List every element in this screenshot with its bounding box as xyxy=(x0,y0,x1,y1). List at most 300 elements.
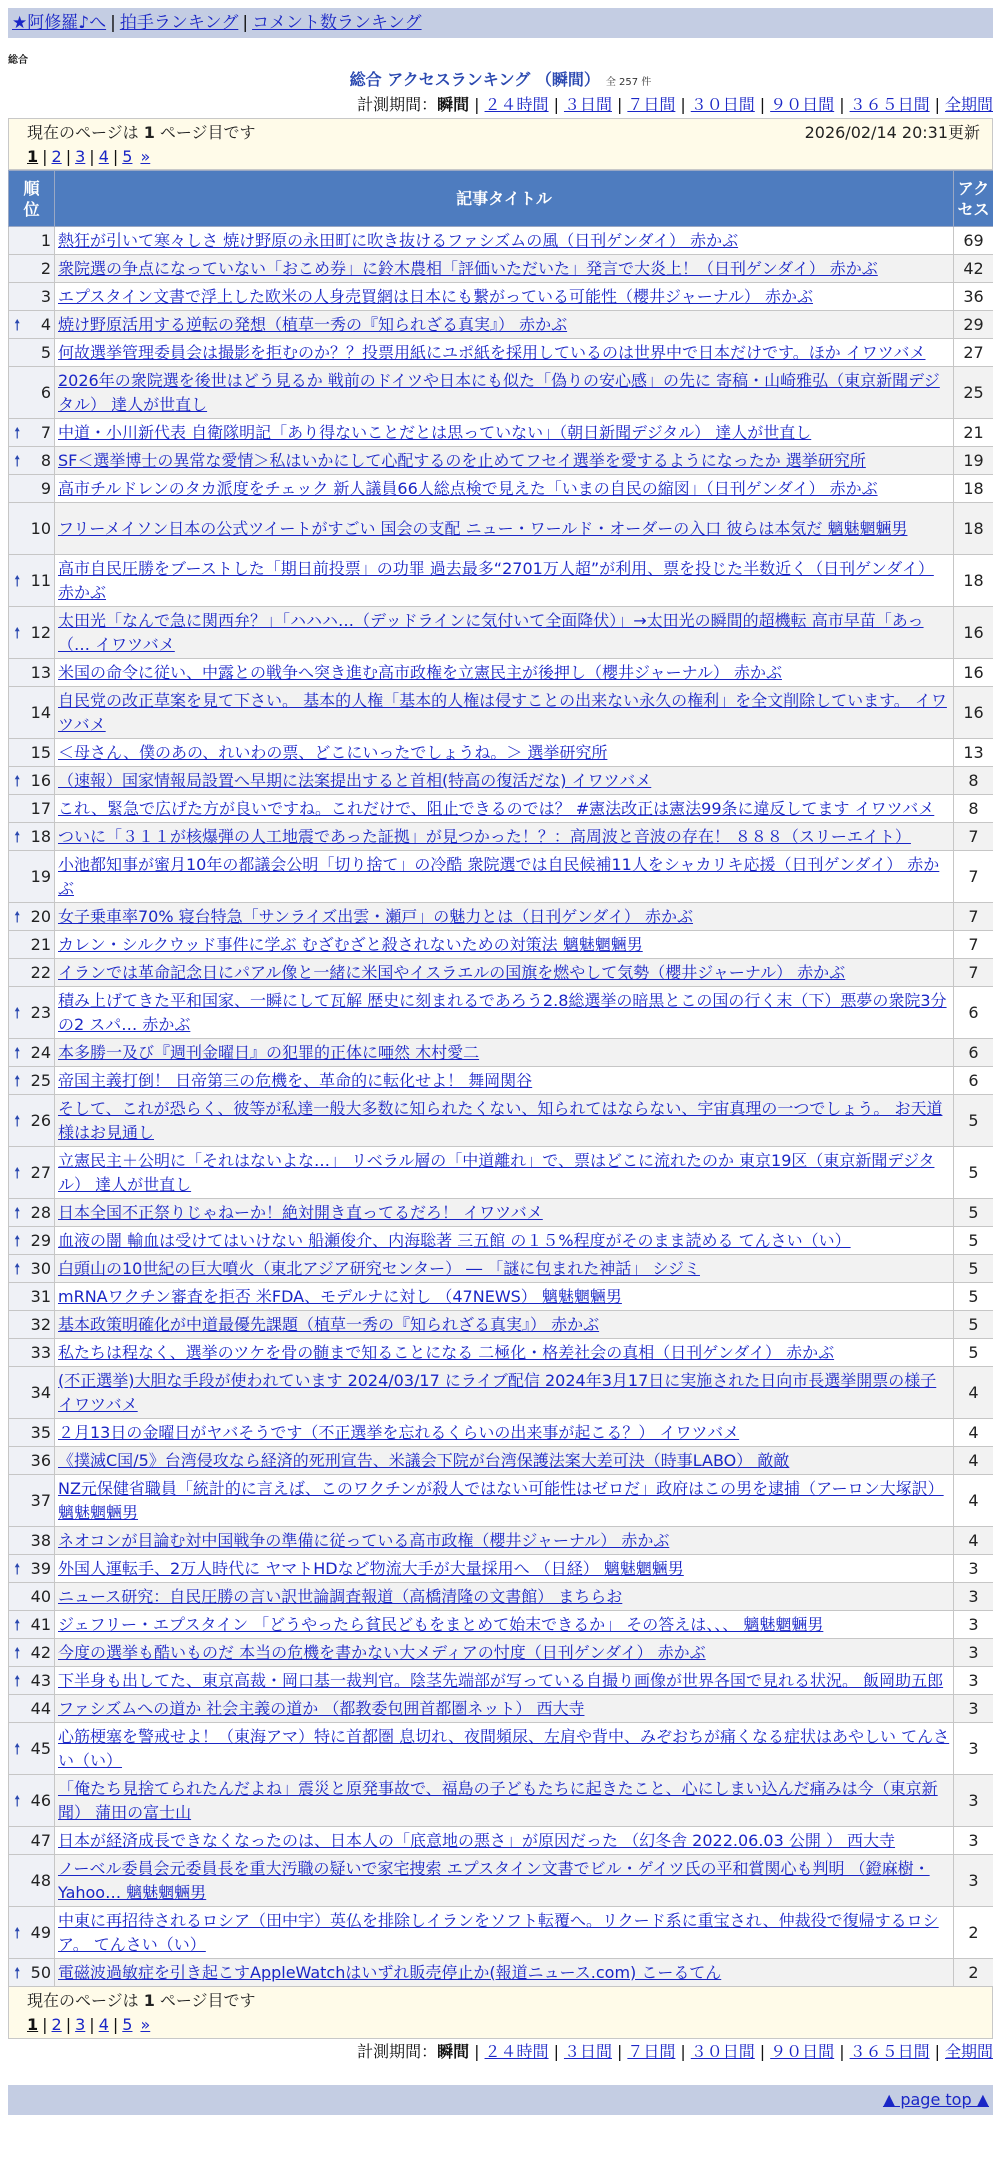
article-link[interactable]: 小池都知事が蜜月10年の都議会公明「切り捨て」の冷酷 衆院選では自民候補11人をシャカリキ応援（日刊ゲンダイ） 赤かぶ xyxy=(58,855,939,898)
article-link[interactable]: (不正選挙)大胆な手段が使われています 2024/03/17 にライブ配信 2024年3月17日に実施された日向市長選挙開票の様子 イワツバメ xyxy=(58,1371,936,1414)
rank-cell xyxy=(9,447,55,475)
table-row xyxy=(9,1339,993,1367)
title-cell xyxy=(55,1367,954,1419)
access-count: 4 xyxy=(954,1527,993,1555)
article-link[interactable]: 立憲民主＋公明に「それはないよな…」 リベラル層の「中道離れ」で、票はどこに流れたのか 東京19区（東京新聞デジタル） 達人が世直し xyxy=(58,1151,934,1194)
rank-number: 11 xyxy=(31,571,51,590)
period-separator: | xyxy=(554,2042,559,2061)
rank-cell xyxy=(9,1227,55,1255)
updated-timestamp: 2026/02/14 20:31更新 xyxy=(805,121,980,145)
article-link[interactable]: ついに「３１１が核爆弾の人工地震であった証拠」が見つかった！？：高周波と音波の存在！ ８８８（スリーエイト） xyxy=(58,827,911,846)
access-count: 3 xyxy=(954,1723,993,1775)
rank-number: 46 xyxy=(31,1791,51,1810)
period-separator: | xyxy=(617,95,622,114)
title-cell xyxy=(55,503,954,555)
access-count: 6 xyxy=(954,987,993,1039)
table-row xyxy=(9,1611,993,1639)
page-status-number: 1 xyxy=(144,1991,155,2010)
rank-number: 45 xyxy=(31,1739,51,1758)
rank-cell xyxy=(9,1555,55,1583)
access-count: 25 xyxy=(954,367,993,419)
title-cell xyxy=(55,739,954,767)
page-current: 1 xyxy=(27,2015,38,2034)
article-link[interactable]: 衆院選の争点になっていない「おこめ券」に鈴木農相「評価いただいた」発言で大炎上！（日刊ゲンダイ） 赤かぶ xyxy=(58,259,878,278)
article-link[interactable]: 白頭山の10世紀の巨大噴火（東北アジア研究センター） ― 「謎に包まれた神話」 シジミ xyxy=(58,1259,700,1278)
title-cell xyxy=(55,1147,954,1199)
up-arrow-icon: 🠕 xyxy=(14,1641,20,1665)
up-arrow-icon: 🠕 xyxy=(14,1961,20,1985)
table-row xyxy=(9,1095,993,1147)
title-cell xyxy=(55,1583,954,1611)
period-separator: | xyxy=(474,95,479,114)
pager-status-row xyxy=(27,121,980,145)
article-link[interactable]: mRNAワクチン審査を拒否 米FDA、モデルナに対し （47NEWS） 魑魅魍魎男 xyxy=(58,1287,622,1306)
page-separator: | xyxy=(89,2015,94,2034)
article-link[interactable]: 米国の命令に従い、中露との戦争へ突き進む高市政権を立憲民主が後押し（櫻井ジャーナル） 赤かぶ xyxy=(58,663,782,682)
article-link[interactable]: 女子乗車率70% 寝台特急「サンライズ出雲・瀬戸」の魅力とは（日刊ゲンダイ） 赤かぶ xyxy=(58,907,693,926)
title-cell xyxy=(55,795,954,823)
rank-cell xyxy=(9,555,55,607)
rank-cell xyxy=(9,1475,55,1527)
footer-bar xyxy=(8,2085,993,2115)
table-row xyxy=(9,607,993,659)
period-current: 瞬間 xyxy=(437,95,469,114)
access-count: 18 xyxy=(954,555,993,607)
rank-cell xyxy=(9,903,55,931)
article-link[interactable]: 太田光「なんで急に関西弁？」「ハハハ…（デッドラインに気付いて全面降伏）」→太田光の瞬間的超機転 高市早苗「あっ（… イワツバメ xyxy=(58,611,924,654)
access-count: 6 xyxy=(954,1039,993,1067)
access-count: 8 xyxy=(954,795,993,823)
rank-cell xyxy=(9,1067,55,1095)
rank-cell xyxy=(9,1095,55,1147)
rank-number: 2 xyxy=(41,259,51,278)
access-count: 5 xyxy=(954,1339,993,1367)
table-row xyxy=(9,419,993,447)
article-link[interactable]: 本多勝一及び『週刊金曜日』の犯罪的正体に唖然 木村愛二 xyxy=(58,1043,479,1062)
article-link[interactable]: 私たちは程なく、選挙のツケを骨の髄まで知ることになる 二極化・格差社会の真相（日刊ゲンダイ） 赤かぶ xyxy=(58,1343,834,1362)
title-cell xyxy=(55,1695,954,1723)
article-link[interactable]: ネオコンが目論む対中国戦争の準備に従っている高市政権（櫻井ジャーナル） 赤かぶ xyxy=(58,1531,669,1550)
access-count: 5 xyxy=(954,1095,993,1147)
page-link-5[interactable]: 5 xyxy=(122,2015,132,2034)
rank-cell xyxy=(9,503,55,555)
access-count: 13 xyxy=(954,739,993,767)
pager-top xyxy=(8,118,993,170)
nav-link-applause-ranking[interactable]: 拍手ランキング xyxy=(120,13,239,33)
title-cell xyxy=(55,1855,954,1907)
title-cell xyxy=(55,931,954,959)
period-link-3[interactable]: ３０日間 xyxy=(691,2042,755,2061)
up-arrow-icon: 🠕 xyxy=(14,621,20,645)
article-link[interactable]: 2026年の衆院選を後世はどう見るか 戦前のドイツや日本にも似た「偽りの安心感」の先に 寄稿・山崎雅弘（東京新聞デジタル） 達人が世直し xyxy=(58,371,940,414)
title-cell xyxy=(55,555,954,607)
rank-number: 17 xyxy=(31,799,51,818)
access-count: 3 xyxy=(954,1855,993,1907)
title-cell xyxy=(55,851,954,903)
page-link-4[interactable]: 4 xyxy=(99,2015,109,2034)
table-row xyxy=(9,931,993,959)
rank-number: 30 xyxy=(31,1259,51,1278)
header-access: アクセス xyxy=(954,171,993,227)
rank-number: 27 xyxy=(31,1163,51,1182)
article-link[interactable]: ノーベル委員会元委員長を重大汚職の疑いで家宅捜索 エプスタイン文書でビル・ゲイツ氏の平和賞関心も判明 （鐙麻樹・Yahoo… 魑魅魍魎男 xyxy=(58,1859,930,1902)
period-link-1[interactable]: ３日間 xyxy=(564,2042,612,2061)
article-link[interactable]: 帝国主義打倒！ 日帝第三の危機を、革命的に転化せよ！ 舞岡関谷 xyxy=(58,1071,532,1090)
nav-link-asyura[interactable]: ★阿修羅♪へ xyxy=(12,13,106,33)
period-link-4[interactable]: ９０日間 xyxy=(770,95,834,114)
title-cell xyxy=(55,1039,954,1067)
title-cell xyxy=(55,1475,954,1527)
table-row xyxy=(9,503,993,555)
article-link[interactable]: 高市チルドレンのタカ派度をチェック 新人議員66人総点検で見えた「いまの自民の縮図」（日刊ゲンダイ） 赤かぶ xyxy=(58,479,878,498)
up-arrow-icon: 🠕 xyxy=(14,1921,20,1945)
rank-number: 49 xyxy=(31,1923,51,1942)
period-current: 瞬間 xyxy=(437,2042,469,2061)
rank-cell xyxy=(9,311,55,339)
pager-status-row xyxy=(27,1989,980,2013)
rank-cell xyxy=(9,1723,55,1775)
table-row xyxy=(9,1639,993,1667)
article-link[interactable]: ニュース研究：自民圧勝の言い訳世論調査報道（高橋清隆の文書館） まちらお xyxy=(58,1587,622,1606)
page-link-4[interactable]: 4 xyxy=(99,147,109,166)
access-count: 19 xyxy=(954,447,993,475)
period-link-2[interactable]: ７日間 xyxy=(627,95,675,114)
rank-number: 7 xyxy=(41,423,51,442)
article-link[interactable]: エプスタイン文書で浮上した欧米の人身売買網は日本にも繋がっている可能性（櫻井ジャーナル） 赤かぶ xyxy=(58,287,813,306)
access-count: 3 xyxy=(954,1639,993,1667)
ranking-table xyxy=(8,170,993,1987)
rank-number: 23 xyxy=(31,1003,51,1022)
title-cell xyxy=(55,255,954,283)
page-separator: | xyxy=(42,147,47,166)
access-count: 3 xyxy=(954,1775,993,1827)
article-link[interactable]: 血液の闇 輸血は受けてはいけない 船瀬俊介、内海聡著 三五館 の１５%程度がそのまま読める てんさい（い） xyxy=(58,1231,851,1250)
table-row xyxy=(9,1367,993,1419)
article-link[interactable]: 《撲滅C国/5》台湾侵攻なら経済的死刑宣告、米議会下院が台湾保護法案大差可決（時事LABO） 敵敵 xyxy=(58,1451,789,1470)
rank-cell xyxy=(9,851,55,903)
article-link[interactable]: NZ元保健省職員「統計的に言えば、このワクチンが殺人ではない可能性はゼロだ」政府はこの男を逮捕（アーロン大塚訳） 魑魅魍魎男 xyxy=(58,1479,944,1522)
period-link-5[interactable]: ３６５日間 xyxy=(850,2042,930,2061)
table-row xyxy=(9,1475,993,1527)
period-link-1[interactable]: ３日間 xyxy=(564,95,612,114)
access-count: 5 xyxy=(954,1227,993,1255)
rank-cell xyxy=(9,607,55,659)
title-cell xyxy=(55,419,954,447)
table-row xyxy=(9,767,993,795)
pagination xyxy=(27,145,980,169)
rank-number: 6 xyxy=(41,383,51,402)
breadcrumb: 総合 xyxy=(8,54,993,68)
table-row xyxy=(9,687,993,739)
rank-number: 15 xyxy=(31,743,51,762)
access-count: 7 xyxy=(954,931,993,959)
rank-number: 38 xyxy=(31,1531,51,1550)
rank-number: 22 xyxy=(31,963,51,982)
access-count: 7 xyxy=(954,903,993,931)
total-count: 全 257 件 xyxy=(606,77,651,88)
period-link-6[interactable]: 全期間 xyxy=(945,2042,993,2061)
access-count: 4 xyxy=(954,1419,993,1447)
up-arrow-icon: 🠕 xyxy=(14,313,20,337)
rank-cell xyxy=(9,1419,55,1447)
table-row xyxy=(9,823,993,851)
table-row xyxy=(9,1667,993,1695)
page-status-post: ページ目です xyxy=(160,123,256,142)
title-cell xyxy=(55,1907,954,1959)
title-cell xyxy=(55,1775,954,1827)
article-link[interactable]: ＜母さん、僕のあの、れいわの票、どこにいったでしょうね。＞ 選挙研究所 xyxy=(58,743,607,762)
rank-cell xyxy=(9,795,55,823)
article-link[interactable]: 中道・小川新代表 自衛隊明記「あり得ないことだとは思っていない」（朝日新聞デジタル） 達人が世直し xyxy=(58,423,811,442)
table-row xyxy=(9,1527,993,1555)
title-cell xyxy=(55,687,954,739)
table-row xyxy=(9,1147,993,1199)
article-link[interactable]: カレン・シルクウッド事件に学ぶ むざむざと殺されないための対策法 魑魅魍魎男 xyxy=(58,935,643,954)
period-link-5[interactable]: ３６５日間 xyxy=(850,95,930,114)
title-cell xyxy=(55,1283,954,1311)
table-row xyxy=(9,1827,993,1855)
page-link-2[interactable]: 2 xyxy=(52,2015,62,2034)
article-link[interactable]: ジェフリー・エプスタイン 「どうやったら貧民どもをまとめて始末できるか」 その答えは、、、 魑魅魍魎男 xyxy=(58,1615,823,1634)
rank-cell xyxy=(9,419,55,447)
period-link-0[interactable]: ２４時間 xyxy=(485,95,549,114)
page-link-5[interactable]: 5 xyxy=(122,147,132,166)
title-cell xyxy=(55,1199,954,1227)
rank-number: 48 xyxy=(31,1871,51,1890)
rank-number: 24 xyxy=(31,1043,51,1062)
rank-number: 37 xyxy=(31,1491,51,1510)
nav-separator: | xyxy=(242,13,248,33)
rank-number: 21 xyxy=(31,935,51,954)
title-cell xyxy=(55,283,954,311)
page-separator: | xyxy=(89,147,94,166)
article-link[interactable]: 外国人運転手、2万人時代に ヤマトHDなど物流大手が大量採用へ （日経） 魑魅魍魎男 xyxy=(58,1559,684,1578)
period-separator: | xyxy=(617,2042,622,2061)
period-link-0[interactable]: ２４時間 xyxy=(485,2042,549,2061)
rank-number: 10 xyxy=(31,519,51,538)
table-row xyxy=(9,447,993,475)
rank-number: 31 xyxy=(31,1287,51,1306)
table-row xyxy=(9,739,993,767)
title-cell xyxy=(55,339,954,367)
page-status xyxy=(27,1989,256,2013)
rank-number: 12 xyxy=(31,623,51,642)
access-count: 42 xyxy=(954,255,993,283)
rank-cell xyxy=(9,1255,55,1283)
article-link[interactable]: イランでは革命記念日にパアル像と一緒に米国やイスラエルの国旗を燃やして気勢（櫻井ジャーナル） 赤かぶ xyxy=(58,963,845,982)
table-row xyxy=(9,367,993,419)
up-arrow-icon: 🠕 xyxy=(14,421,20,445)
access-count: 27 xyxy=(954,339,993,367)
period-separator: | xyxy=(839,2042,844,2061)
rank-number: 34 xyxy=(31,1383,51,1402)
rank-cell xyxy=(9,1775,55,1827)
up-arrow-icon: 🠕 xyxy=(14,905,20,929)
table-row xyxy=(9,227,993,255)
title-cell xyxy=(55,367,954,419)
article-link[interactable]: ２月13日の金曜日がヤバそうです（不正選挙を忘れるくらいの出来事が起こる？） イワツバメ xyxy=(58,1423,739,1442)
nav-link-comment-ranking[interactable]: コメント数ランキング xyxy=(252,13,422,33)
access-count: 36 xyxy=(954,283,993,311)
rank-cell xyxy=(9,1639,55,1667)
title-cell xyxy=(55,1555,954,1583)
period-link-2[interactable]: ７日間 xyxy=(627,2042,675,2061)
rank-cell xyxy=(9,1283,55,1311)
access-count: 3 xyxy=(954,1555,993,1583)
header-title: 記事タイトル xyxy=(55,171,954,227)
up-arrow-icon: 🠕 xyxy=(14,1789,20,1813)
article-link[interactable]: 日本全国不正祭りじゃねーか！絶対開き直ってるだろ！ イワツバメ xyxy=(58,1203,543,1222)
page-separator: | xyxy=(113,2015,118,2034)
article-link[interactable]: これ、緊急で広げた方が良いですね。これだけで、阻止できるのでは？ #憲法改正は憲法99条に違反してます イワツバメ xyxy=(58,799,934,818)
article-link[interactable]: 何故選挙管理委員会は撮影を拒むのか？？投票用紙にユポ紙を採用しているのは世界中で日本だけです。ほか イワツバメ xyxy=(58,343,926,362)
table-row xyxy=(9,1199,993,1227)
rank-cell xyxy=(9,1959,55,1987)
rank-cell xyxy=(9,767,55,795)
pagination xyxy=(27,2013,980,2037)
table-row xyxy=(9,1723,993,1775)
rank-number: 8 xyxy=(41,451,51,470)
article-link[interactable]: 心筋梗塞を警戒せよ！（東海アマ）特に首都圏 息切れ、夜間頻尿、左肩や背中、みぞおちが痛くなる症状はあやしい てんさい（い） xyxy=(58,1727,949,1770)
period-label: 計測期間： xyxy=(357,2042,437,2061)
up-arrow-icon: 🠕 xyxy=(14,1229,20,1253)
period-separator: | xyxy=(680,2042,685,2061)
period-separator: | xyxy=(839,95,844,114)
period-link-4[interactable]: ９０日間 xyxy=(770,2042,834,2061)
up-arrow-icon: 🠕 xyxy=(14,825,20,849)
table-row xyxy=(9,987,993,1039)
article-link[interactable]: 焼け野原活用する逆転の発想（植草一秀の『知られざる真実』） 赤かぶ xyxy=(58,315,567,334)
article-link[interactable]: 電磁波過敏症を引き起こすAppleWatchはいずれ販売停止か(報道ニュース.com) こーるてん xyxy=(58,1963,721,1982)
rank-number: 18 xyxy=(31,827,51,846)
access-count: 5 xyxy=(954,1283,993,1311)
page-next-link[interactable]: » xyxy=(140,147,150,166)
table-row xyxy=(9,555,993,607)
access-count: 5 xyxy=(954,1199,993,1227)
title-cell xyxy=(55,987,954,1039)
rank-number: 9 xyxy=(41,479,51,498)
title-cell xyxy=(55,1611,954,1639)
title-cell xyxy=(55,767,954,795)
table-row xyxy=(9,1283,993,1311)
access-count: 21 xyxy=(954,419,993,447)
rank-cell xyxy=(9,1039,55,1067)
article-link[interactable]: 中東に再招待されるロシア（田中宇）英仏を排除しイランをソフト転覆へ。リクード系に重宝され、仲裁役で復帰するロシア。 てんさい（い） xyxy=(58,1911,939,1954)
title-cell xyxy=(55,607,954,659)
rank-number: 1 xyxy=(41,231,51,250)
article-link[interactable]: ファシズムへの道か 社会主義の道か （都教委包囲首都圏ネット） 西大寺 xyxy=(58,1699,584,1718)
article-link[interactable]: 熱狂が引いて寒々しさ 焼け野原の永田町に吹き抜けるファシズムの風（日刊ゲンダイ） 赤かぶ xyxy=(58,231,738,250)
title-cell xyxy=(55,1959,954,1987)
rank-cell xyxy=(9,1311,55,1339)
up-arrow-icon: 🠕 xyxy=(14,1001,20,1025)
up-arrow-icon: 🠕 xyxy=(14,769,20,793)
page-link-2[interactable]: 2 xyxy=(52,147,62,166)
title-cell xyxy=(55,659,954,687)
rank-number: 41 xyxy=(31,1615,51,1634)
article-link[interactable]: 基本政策明確化が中道最優先課題（植草一秀の『知られざる真実』） 赤かぶ xyxy=(58,1315,599,1334)
page-title-text: 総合 アクセスランキング （瞬間） xyxy=(350,70,600,89)
table-row xyxy=(9,1959,993,1987)
access-count: 3 xyxy=(954,1827,993,1855)
rank-number: 25 xyxy=(31,1071,51,1090)
page-separator: | xyxy=(66,2015,71,2034)
article-link[interactable]: SF＜選挙博士の異常な愛情＞私はいかにして心配するのを止めてフセイ選挙を愛するようになったか 選挙研究所 xyxy=(58,451,866,470)
top-nav xyxy=(8,8,993,38)
page-link-3[interactable]: 3 xyxy=(75,147,85,166)
page-next-link[interactable]: » xyxy=(140,2015,150,2034)
page-link-3[interactable]: 3 xyxy=(75,2015,85,2034)
table-row xyxy=(9,1039,993,1067)
up-arrow-icon: 🠕 xyxy=(14,1201,20,1225)
article-link[interactable]: 今度の選挙も酷いものだ 本当の危機を書かない大メディアの忖度（日刊ゲンダイ） 赤かぶ xyxy=(58,1643,706,1662)
title-cell xyxy=(55,1447,954,1475)
rank-number: 14 xyxy=(31,703,51,722)
rank-number: 39 xyxy=(31,1559,51,1578)
table-row xyxy=(9,1695,993,1723)
period-separator: | xyxy=(474,2042,479,2061)
header-rank: 順位 xyxy=(9,171,55,227)
table-row xyxy=(9,659,993,687)
rank-number: 36 xyxy=(31,1451,51,1470)
access-count: 3 xyxy=(954,1583,993,1611)
article-link[interactable]: そして、これが恐らく、彼等が私達一般大多数に知られたくない、知られてはならない、宇宙真理の一つでしょう。 お天道様はお見通し xyxy=(58,1099,942,1142)
rank-cell xyxy=(9,659,55,687)
table-row xyxy=(9,1255,993,1283)
title-cell xyxy=(55,227,954,255)
period-separator: | xyxy=(935,2042,940,2061)
rank-number: 29 xyxy=(31,1231,51,1250)
page-top-link[interactable]: ▲ page top ▲ xyxy=(883,2090,989,2109)
period-selector-bottom xyxy=(8,2039,993,2065)
article-link[interactable]: フリーメイソン日本の公式ツイートがすごい 国会の支配 ニュー・ワールド・オーダーの入口 彼らは本気だ 魑魅魍魎男 xyxy=(58,519,907,538)
access-count: 2 xyxy=(954,1907,993,1959)
rank-cell xyxy=(9,283,55,311)
rank-cell xyxy=(9,987,55,1039)
table-row xyxy=(9,1855,993,1907)
access-count: 5 xyxy=(954,1255,993,1283)
rank-number: 16 xyxy=(31,771,51,790)
article-link[interactable]: 高市自民圧勝をブーストした「期日前投票」の功罪 過去最多“2701万人超”が利用、票を投じた半数近く（日刊ゲンダイ） 赤かぶ xyxy=(58,559,934,602)
up-arrow-icon: 🠕 xyxy=(14,1161,20,1185)
table-row xyxy=(9,1555,993,1583)
rank-cell xyxy=(9,227,55,255)
rank-number: 26 xyxy=(31,1111,51,1130)
title-cell xyxy=(55,1311,954,1339)
period-separator: | xyxy=(680,95,685,114)
table-row xyxy=(9,1067,993,1095)
article-link[interactable]: 下半身も出してた、東京高裁・岡口基一裁判官。陰茎先端部が写っている自撮り画像が世界各国で見れる状況。 飯岡助五郎 xyxy=(58,1671,943,1690)
article-link[interactable]: 自民党の改正草案を見て下さい。 基本的人権「基本的人権は侵すことの出来ない永久の権利」を全文削除しています。 イワツバメ xyxy=(58,691,947,734)
page-current: 1 xyxy=(27,147,38,166)
rank-number: 43 xyxy=(31,1671,51,1690)
rank-cell xyxy=(9,1527,55,1555)
access-count: 18 xyxy=(954,475,993,503)
article-link[interactable]: 日本が経済成長できなくなったのは、日本人の「底意地の悪さ」が原因だった （幻冬舎 2022.06.03 公開 ） 西大寺 xyxy=(58,1831,895,1850)
page-status-pre: 現在のページは xyxy=(27,123,139,142)
article-link[interactable]: 積み上げてきた平和国家、一瞬にして瓦解 歴史に刻まれるであろう2.8総選挙の暗黒とこの国の行く末（下）悪夢の衆院3分の2 スパ… 赤かぶ xyxy=(58,991,947,1034)
up-arrow-icon: 🠕 xyxy=(14,1613,20,1637)
period-link-6[interactable]: 全期間 xyxy=(945,95,993,114)
table-row xyxy=(9,903,993,931)
page-title xyxy=(8,68,993,92)
period-link-3[interactable]: ３０日間 xyxy=(691,95,755,114)
access-count: 16 xyxy=(954,659,993,687)
article-link[interactable]: （速報）国家情報局設置へ早期に法案提出すると首相(特高の復活だな) イワツバメ xyxy=(58,771,651,790)
access-count: 7 xyxy=(954,823,993,851)
article-link[interactable]: 「俺たち見捨てられたんだよね」震災と原発事故で、福島の子どもたちに起きたこと、心にしまい込んだ痛みは今（東京新聞） 蒲田の富士山 xyxy=(58,1779,938,1822)
table-row xyxy=(9,1447,993,1475)
